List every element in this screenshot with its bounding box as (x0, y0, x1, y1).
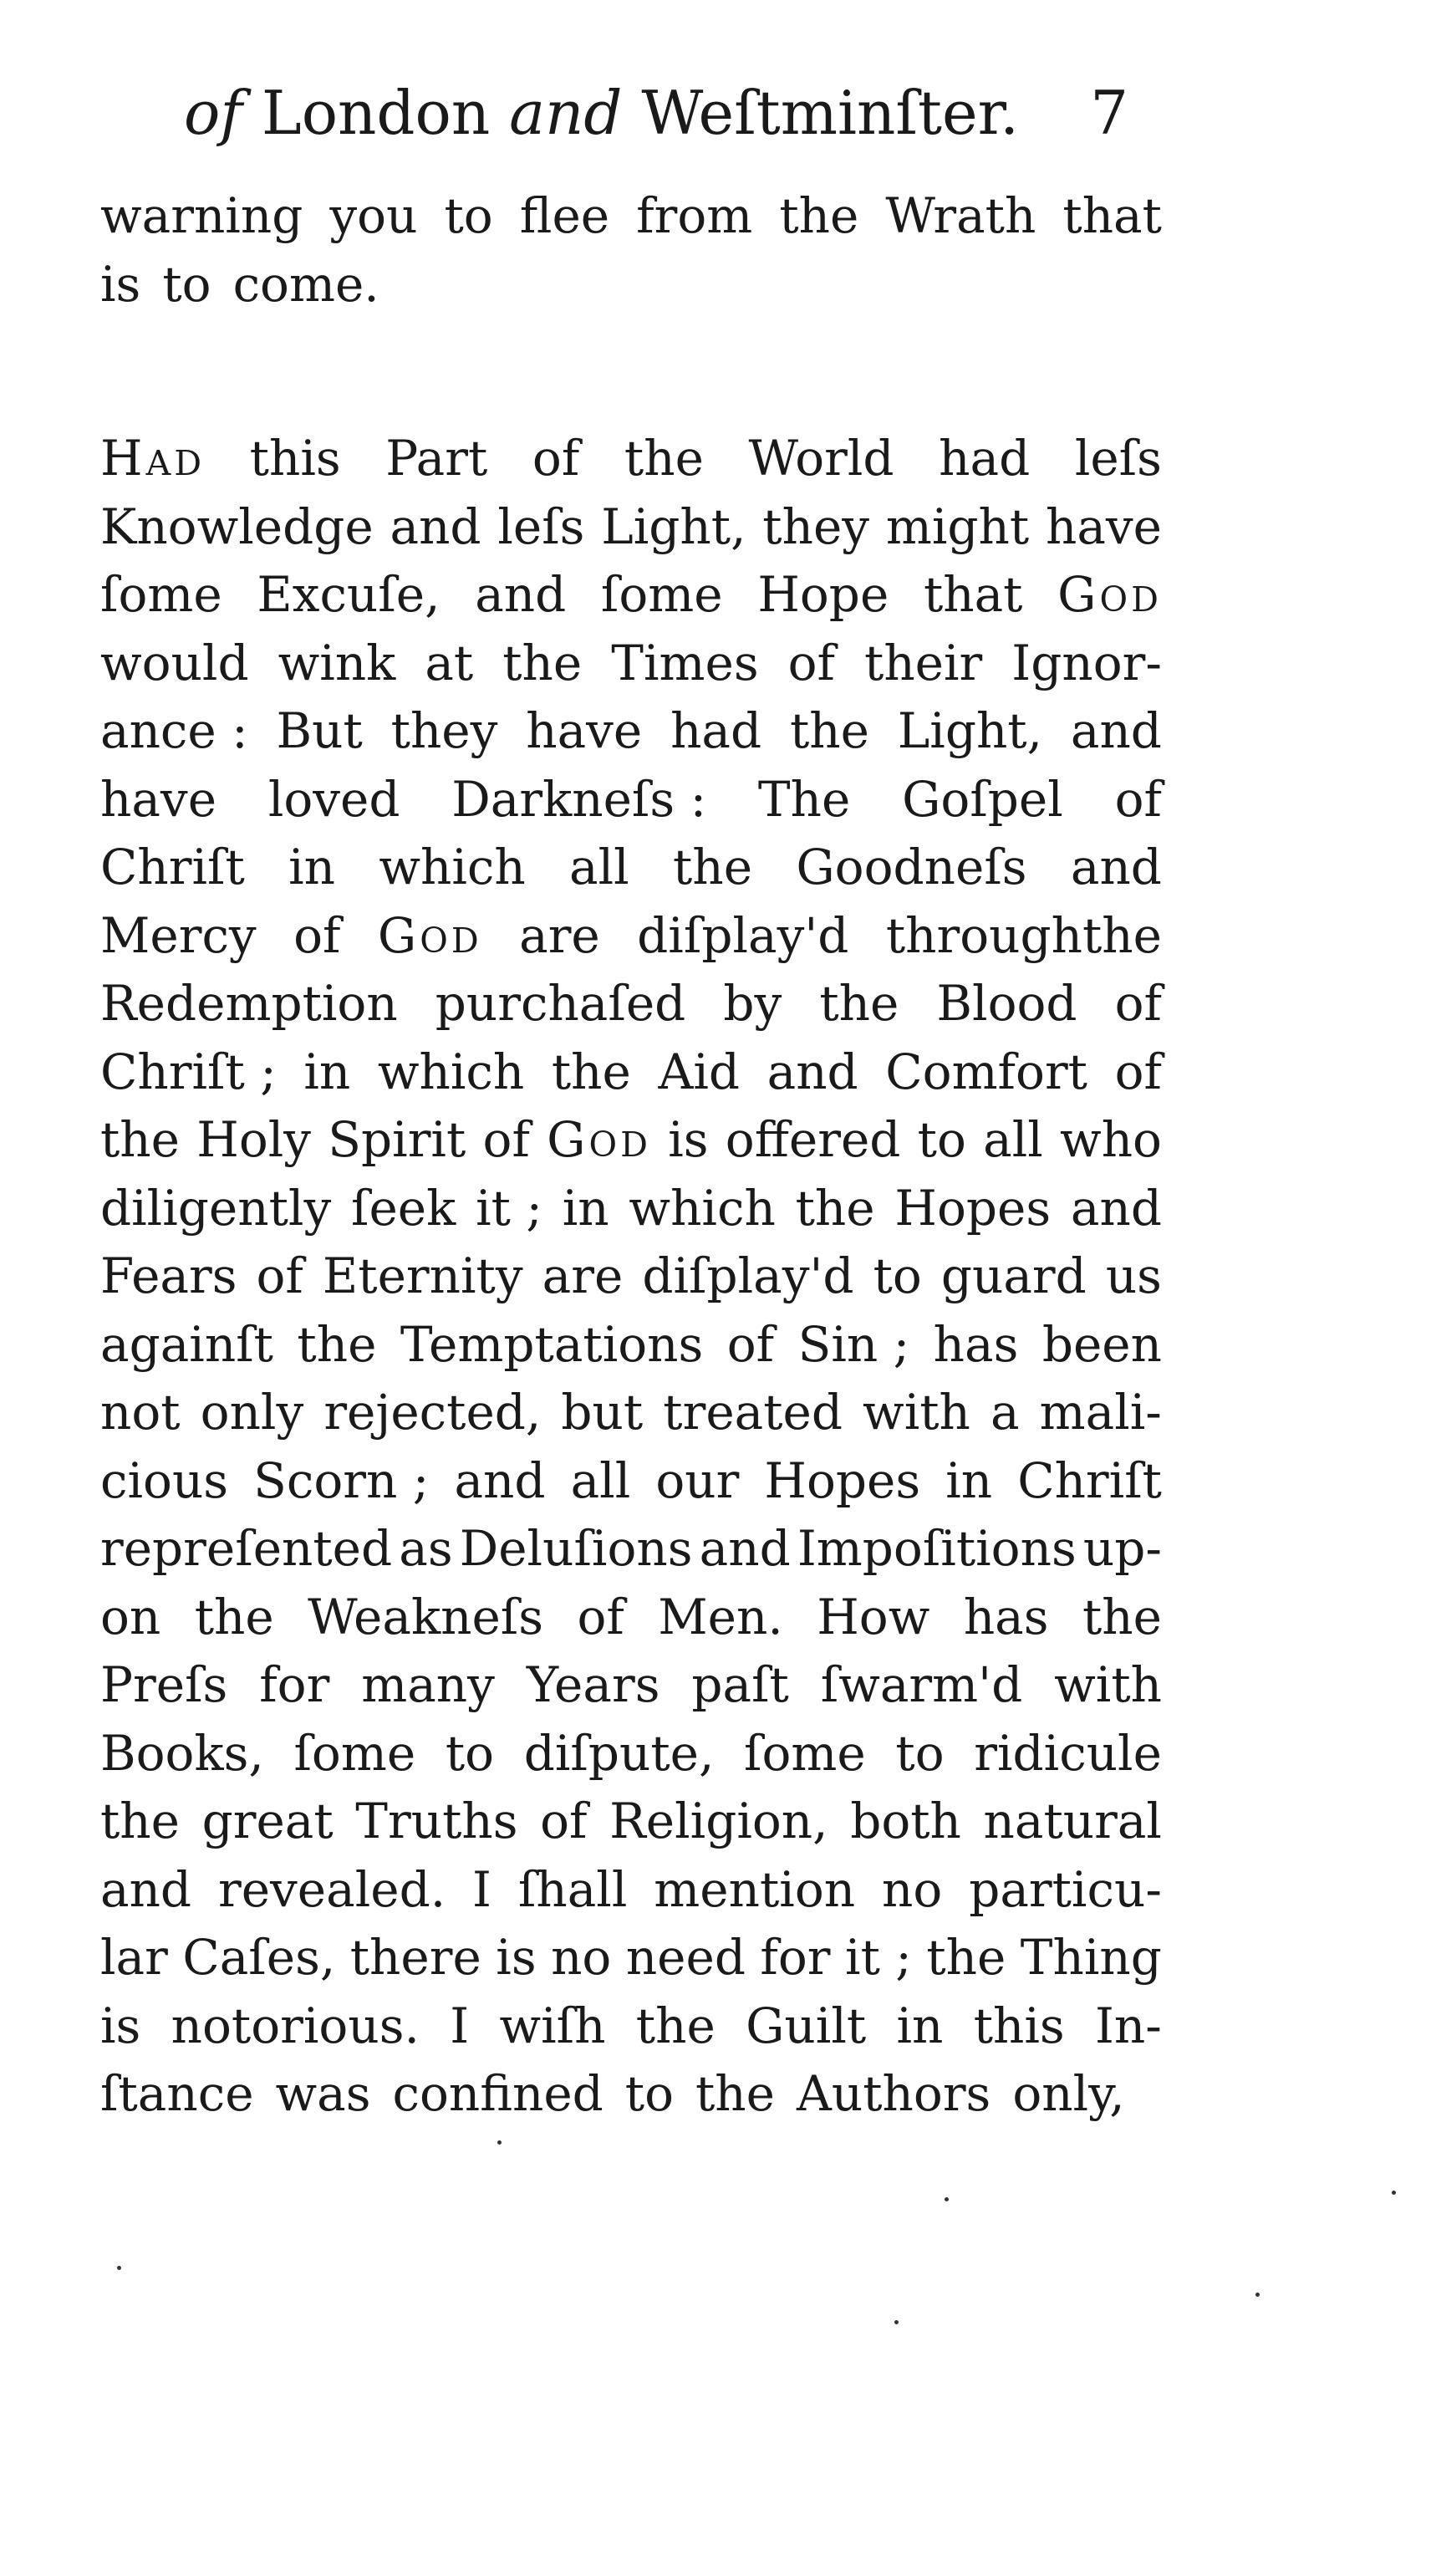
word: Knowledge (100, 497, 374, 555)
word: been (1041, 1315, 1162, 1373)
word: guard (940, 1247, 1087, 1304)
word: the (795, 1179, 875, 1237)
word: to (445, 1724, 495, 1782)
word: have (100, 770, 217, 828)
word: God (547, 1111, 651, 1168)
text-line (100, 1924, 1162, 1992)
text-line (100, 1379, 1162, 1447)
word: Ignor- (1011, 634, 1162, 691)
word: God (377, 906, 482, 964)
word: to (895, 1724, 945, 1782)
word: Men. (658, 1588, 783, 1645)
word: only, (1012, 2065, 1125, 2122)
word: Books, (100, 1724, 264, 1782)
word: offered (725, 1111, 901, 1168)
word: mali- (1039, 1384, 1162, 1441)
word: for (259, 1656, 330, 1713)
word: How (817, 1588, 930, 1645)
word: this (249, 430, 341, 487)
word: of (1114, 1043, 1162, 1100)
text-line (100, 1515, 1162, 1584)
word: Aid (658, 1043, 741, 1100)
header-london: London (261, 78, 491, 148)
text-line (100, 1038, 1162, 1107)
word: by (723, 975, 782, 1032)
word: to (444, 187, 493, 244)
word: Preſs (100, 1656, 228, 1713)
word: ridicule (974, 1724, 1162, 1782)
body-text (100, 182, 1162, 2129)
text-line (100, 1311, 1162, 1380)
word: only (200, 1384, 304, 1441)
header-westminster: Weſtminſter. (641, 78, 1019, 148)
word: no (551, 1929, 612, 1986)
word: Authors (797, 2065, 991, 2122)
word: that (1062, 187, 1162, 244)
word: notorious. (171, 1997, 420, 2054)
word: of (293, 906, 341, 964)
word: in (288, 839, 336, 895)
word: Goſpel (902, 770, 1063, 828)
word: Caſes, (182, 1929, 336, 1986)
word: and (390, 497, 481, 555)
word: they (762, 497, 870, 555)
word: ſwarm'd (820, 1656, 1023, 1713)
word: wink (278, 634, 396, 691)
word: to (917, 1111, 966, 1168)
word: and (100, 1860, 192, 1918)
running-header (184, 67, 1128, 159)
text-line (100, 970, 1162, 1038)
word: their (864, 634, 983, 691)
word: revealed. (217, 1860, 446, 1918)
word: Hopes (764, 1451, 921, 1509)
word: all (983, 1111, 1043, 1168)
word: in (945, 1451, 993, 1509)
word: and (454, 1451, 546, 1509)
text-line (100, 1584, 1162, 1652)
word: which (379, 839, 526, 895)
word: Truths (355, 1793, 518, 1849)
word: Had (100, 430, 206, 487)
word: might (885, 497, 1030, 555)
word: Light, (897, 702, 1043, 759)
word: leſs (497, 497, 585, 555)
word: throughthe (885, 906, 1162, 964)
word: treated (663, 1384, 843, 1441)
scan-speck (945, 2197, 949, 2201)
text-line (100, 561, 1162, 630)
word: no (882, 1860, 943, 1918)
word: paſt (691, 1656, 789, 1713)
word: the (624, 430, 704, 487)
word: of (256, 1247, 303, 1304)
text-line (100, 902, 1162, 971)
word: are (542, 1247, 624, 1304)
word: Impoſitions (797, 1520, 1077, 1577)
word: us (1105, 1247, 1162, 1304)
word: and (475, 566, 567, 623)
text-line (100, 1856, 1162, 1925)
word: the (926, 1929, 1006, 1986)
word: Religion, (609, 1793, 828, 1849)
word: who (1060, 1111, 1162, 1168)
word: Sin ; (797, 1315, 910, 1373)
word: the (635, 1997, 716, 2054)
word: Years (526, 1656, 660, 1713)
word: with (863, 1384, 970, 1441)
word: confined (392, 2065, 603, 2122)
word: on (100, 1588, 161, 1645)
word: which (377, 1043, 525, 1100)
word: would (100, 634, 249, 691)
word: Chriſt (100, 839, 245, 895)
word: Deluſions (459, 1520, 693, 1577)
scan-speck (1255, 2293, 1260, 2297)
word: the (789, 702, 869, 759)
word: and (699, 1520, 791, 1577)
word: ſome (744, 1724, 866, 1782)
word: it ; (845, 1929, 912, 1986)
word: lar (100, 1929, 168, 1986)
word: they (390, 702, 498, 759)
word: Fears (100, 1247, 237, 1304)
word: rejected, (323, 1384, 542, 1441)
word: ſhall (517, 1860, 628, 1918)
word: is (100, 1997, 141, 2054)
word: In- (1095, 1997, 1162, 2054)
word: the (695, 2065, 775, 2122)
word: repreſented (100, 1520, 393, 1577)
word: with (1054, 1656, 1162, 1713)
word: the (297, 1315, 377, 1373)
page-number: 7 (1090, 78, 1128, 148)
word: cious (100, 1451, 229, 1509)
word: both (850, 1793, 961, 1849)
word: for (760, 1929, 831, 1986)
scan-speck (894, 2320, 899, 2324)
word: there (349, 1929, 481, 1986)
word: not (100, 1384, 181, 1441)
word: Chriſt (1017, 1451, 1162, 1509)
word: of (787, 634, 835, 691)
text-line (100, 1106, 1162, 1175)
scan-speck (497, 2140, 502, 2145)
text-line (100, 1447, 1162, 1516)
word: Times (611, 634, 759, 691)
word: the (673, 839, 753, 895)
word: as (399, 1520, 453, 1577)
word: to (873, 1247, 922, 1304)
word: many (361, 1656, 495, 1713)
word: has (933, 1315, 1019, 1373)
word: in (896, 1997, 944, 2054)
word: has (963, 1588, 1049, 1645)
word: Light, (601, 497, 746, 555)
word: Goodneſs (796, 839, 1027, 895)
word: which (629, 1179, 776, 1237)
word: our (655, 1451, 740, 1509)
word: that (923, 566, 1023, 623)
text-line (100, 1992, 1162, 2061)
word: Mercy (100, 906, 257, 964)
word: are (519, 906, 600, 964)
word: ſome (600, 566, 723, 623)
word: natural (983, 1793, 1162, 1849)
word: Hope (757, 566, 889, 623)
word: of (540, 1793, 588, 1849)
text-line (100, 834, 1162, 902)
word: and (1070, 839, 1162, 895)
word: againſt (100, 1315, 273, 1373)
word: the (779, 187, 859, 244)
word: ſome (293, 1724, 416, 1782)
word: all (570, 1451, 631, 1509)
word: wiſh (499, 1997, 606, 2054)
word: Blood (936, 975, 1077, 1032)
word: Wrath (885, 187, 1036, 244)
word: ſtance (100, 2065, 254, 2122)
word: and (1070, 702, 1162, 759)
word: have (526, 702, 643, 759)
text-line (100, 1788, 1162, 1856)
word: mention (654, 1860, 856, 1918)
word: purchaſed (435, 975, 686, 1032)
word: this (973, 1997, 1065, 2054)
word: God (1057, 566, 1162, 623)
scan-speck (117, 2266, 121, 2270)
text-line (100, 1651, 1162, 1720)
text-line (100, 630, 1162, 698)
word: of (726, 1315, 775, 1373)
word: of (577, 1588, 624, 1645)
word: the (1082, 1588, 1162, 1645)
word: is (496, 1929, 537, 1986)
word: and (1070, 1179, 1162, 1237)
text-line (100, 182, 1162, 251)
word: the (100, 1793, 180, 1849)
word: Scorn ; (253, 1451, 430, 1509)
word: diſplay'd (637, 906, 849, 964)
word: ſome (100, 566, 222, 623)
word: The (757, 770, 851, 828)
word: to (162, 255, 211, 313)
word: Weakneſs (308, 1588, 543, 1645)
word: Excuſe, (257, 566, 441, 623)
word: Guilt (746, 1997, 867, 2054)
word: the (100, 1111, 180, 1168)
text-line (100, 1242, 1162, 1311)
word: up- (1082, 1520, 1162, 1577)
word: Holy (196, 1111, 312, 1168)
paragraph-gap (100, 319, 1162, 425)
text-line (100, 493, 1162, 562)
text-line (100, 425, 1162, 493)
word: in (562, 1179, 609, 1237)
word: from (636, 187, 753, 244)
text-line (100, 697, 1162, 766)
word: diſplay'd (642, 1247, 854, 1304)
word: Chriſt ; (100, 1043, 277, 1100)
word: in (303, 1043, 351, 1100)
word: Comfort (885, 1043, 1087, 1100)
word: at (425, 634, 474, 691)
word: to (624, 2065, 674, 2122)
word: Spirit (328, 1111, 466, 1168)
word: Eternity (322, 1247, 523, 1304)
word: warning (100, 187, 303, 244)
text-line (100, 1175, 1162, 1243)
word: a (990, 1384, 1020, 1441)
word: of (1114, 975, 1162, 1032)
word: of (532, 430, 580, 487)
word: particu- (969, 1860, 1162, 1918)
word: I (450, 1997, 470, 2054)
word: need (625, 1929, 746, 1986)
text-line (100, 1720, 1162, 1788)
word: diligently (100, 1179, 332, 1237)
word: have (1045, 497, 1162, 555)
text-line (100, 2060, 1162, 2129)
word: was (275, 2065, 371, 2122)
word: had (670, 702, 762, 759)
word: is (668, 1111, 709, 1168)
word: leſs (1074, 430, 1162, 487)
text-line (100, 766, 1162, 834)
word: I (472, 1860, 491, 1918)
word: all (569, 839, 629, 895)
word: loved (267, 770, 400, 828)
scan-speck (1392, 2191, 1396, 2195)
word: you (329, 187, 418, 244)
word: flee (519, 187, 610, 244)
word: had (939, 430, 1031, 487)
word: but (561, 1384, 644, 1441)
word: the (502, 634, 583, 691)
word: Hopes (894, 1179, 1052, 1237)
word: great (201, 1793, 334, 1849)
word: it ; (476, 1179, 542, 1237)
word: the (819, 975, 899, 1032)
word: diſpute, (523, 1724, 715, 1782)
word: Temptations (400, 1315, 704, 1373)
word: ance : (100, 702, 248, 759)
word: of (482, 1111, 530, 1168)
word: Thing (1020, 1929, 1162, 1986)
word: But (276, 702, 363, 759)
header-of: of (184, 78, 242, 148)
text-line (100, 251, 1162, 319)
word: and (766, 1043, 858, 1100)
word: Redemption (100, 975, 398, 1032)
word: the (551, 1043, 631, 1100)
word: ſeek (351, 1179, 456, 1237)
word: of (1114, 770, 1162, 828)
word: Part (385, 430, 488, 487)
word: the (194, 1588, 274, 1645)
word: come. (232, 255, 379, 313)
header-and: and (509, 78, 623, 148)
word: is (100, 255, 141, 313)
word: World (748, 430, 894, 487)
word: Darkneſs : (451, 770, 707, 828)
